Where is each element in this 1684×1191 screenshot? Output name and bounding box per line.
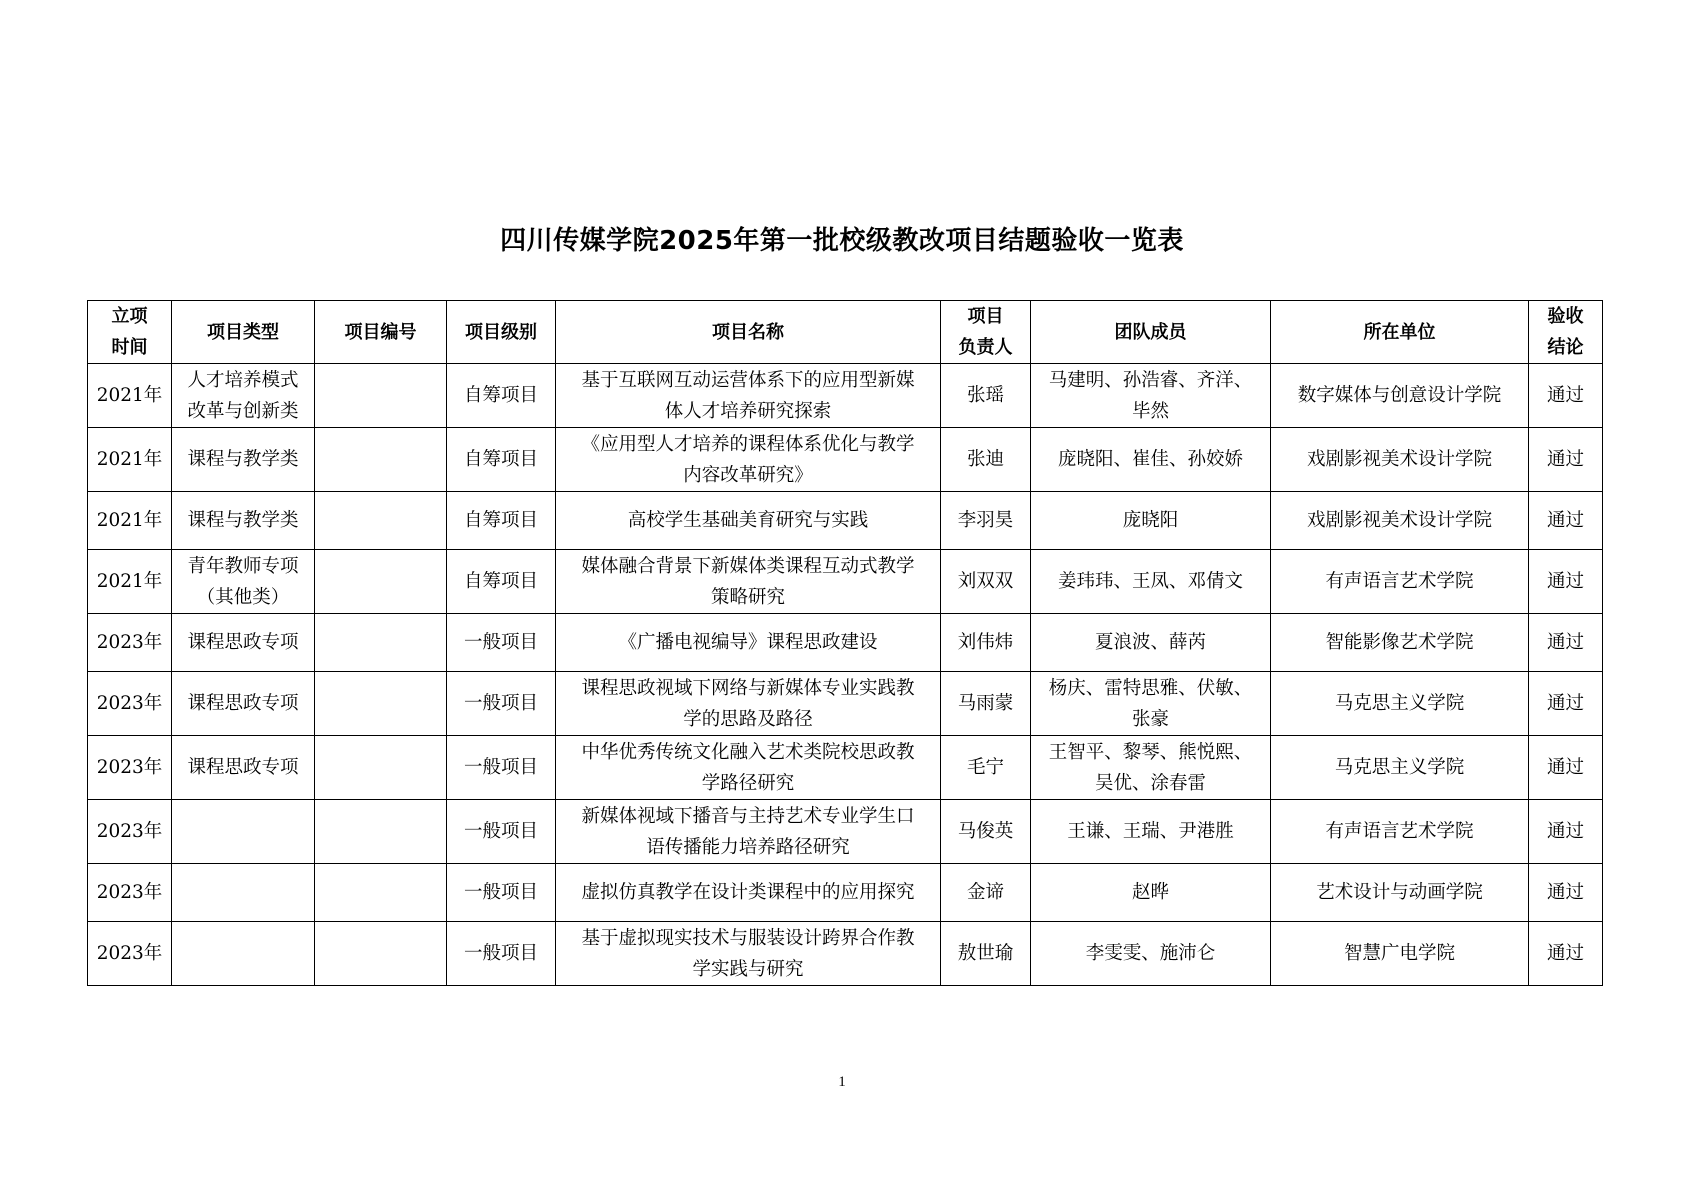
cell-leader: 金谛 <box>941 864 1031 922</box>
cell-number <box>315 922 447 986</box>
cell-type <box>172 864 315 922</box>
table-row <box>88 428 1603 492</box>
cell-leader: 刘双双 <box>941 550 1031 614</box>
cell-name: 新媒体视域下播音与主持艺术专业学生口 语传播能力培养路径研究 <box>556 800 941 864</box>
cell-type: 青年教师专项 （其他类） <box>172 550 315 614</box>
cell-members: 姜玮玮、王凤、邓倩文 <box>1031 550 1271 614</box>
cell-level: 自筹项目 <box>447 364 556 428</box>
cell-number <box>315 736 447 800</box>
cell-name: 高校学生基础美育研究与实践 <box>556 492 941 550</box>
cell-leader: 马雨蒙 <box>941 672 1031 736</box>
cell-number <box>315 672 447 736</box>
cell-unit: 智能影像艺术学院 <box>1271 614 1529 672</box>
cell-type: 课程思政专项 <box>172 672 315 736</box>
cell-time: 2023年 <box>88 614 172 672</box>
cell-leader: 敖世瑜 <box>941 922 1031 986</box>
cell-level: 自筹项目 <box>447 492 556 550</box>
cell-number <box>315 614 447 672</box>
cell-unit: 智慧广电学院 <box>1271 922 1529 986</box>
cell-result: 通过 <box>1529 492 1603 550</box>
table-row <box>88 492 1603 550</box>
cell-number <box>315 492 447 550</box>
cell-name: 基于互联网互动运营体系下的应用型新媒 体人才培养研究探索 <box>556 364 941 428</box>
cell-type: 课程与教学类 <box>172 428 315 492</box>
cell-name: 课程思政视域下网络与新媒体专业实践教 学的思路及路径 <box>556 672 941 736</box>
cell-type: 人才培养模式 改革与创新类 <box>172 364 315 428</box>
cell-members: 王谦、王瑞、尹港胜 <box>1031 800 1271 864</box>
cell-unit: 有声语言艺术学院 <box>1271 550 1529 614</box>
cell-time: 2023年 <box>88 800 172 864</box>
cell-time: 2023年 <box>88 864 172 922</box>
header-name: 项目名称 <box>556 301 941 364</box>
cell-time: 2023年 <box>88 736 172 800</box>
cell-name: 中华优秀传统文化融入艺术类院校思政教 学路径研究 <box>556 736 941 800</box>
table-row <box>88 800 1603 864</box>
cell-time: 2021年 <box>88 492 172 550</box>
cell-leader: 马俊英 <box>941 800 1031 864</box>
table-row <box>88 736 1603 800</box>
cell-name: 《应用型人才培养的课程体系优化与教学 内容改革研究》 <box>556 428 941 492</box>
cell-number <box>315 800 447 864</box>
cell-members: 庞晓阳 <box>1031 492 1271 550</box>
cell-unit: 戏剧影视美术设计学院 <box>1271 492 1529 550</box>
cell-type <box>172 800 315 864</box>
cell-members: 王智平、黎琴、熊悦熙、 吴优、涂春雷 <box>1031 736 1271 800</box>
cell-result: 通过 <box>1529 922 1603 986</box>
cell-members: 杨庆、雷特思雅、伏敏、 张豪 <box>1031 672 1271 736</box>
cell-result: 通过 <box>1529 800 1603 864</box>
cell-level: 自筹项目 <box>447 428 556 492</box>
cell-time: 2023年 <box>88 922 172 986</box>
cell-unit: 数字媒体与创意设计学院 <box>1271 364 1529 428</box>
header-members: 团队成员 <box>1031 301 1271 364</box>
cell-number <box>315 428 447 492</box>
cell-name: 媒体融合背景下新媒体类课程互动式教学 策略研究 <box>556 550 941 614</box>
header-result: 验收 结论 <box>1529 301 1603 364</box>
cell-result: 通过 <box>1529 614 1603 672</box>
cell-members: 庞晓阳、崔佳、孙姣娇 <box>1031 428 1271 492</box>
cell-number <box>315 364 447 428</box>
cell-time: 2023年 <box>88 672 172 736</box>
table-row <box>88 672 1603 736</box>
cell-unit: 艺术设计与动画学院 <box>1271 864 1529 922</box>
cell-members: 马建明、孙浩睿、齐洋、 毕然 <box>1031 364 1271 428</box>
header-level: 项目级别 <box>447 301 556 364</box>
cell-type: 课程思政专项 <box>172 736 315 800</box>
header-row <box>88 301 1603 364</box>
cell-level: 一般项目 <box>447 922 556 986</box>
cell-result: 通过 <box>1529 550 1603 614</box>
cell-number <box>315 864 447 922</box>
cell-members: 李雯雯、施沛仑 <box>1031 922 1271 986</box>
cell-level: 一般项目 <box>447 614 556 672</box>
table-row <box>88 614 1603 672</box>
cell-leader: 毛宁 <box>941 736 1031 800</box>
table-row <box>88 550 1603 614</box>
header-time: 立项 时间 <box>88 301 172 364</box>
cell-result: 通过 <box>1529 364 1603 428</box>
page-number: 1 <box>838 1074 846 1090</box>
cell-time: 2021年 <box>88 364 172 428</box>
cell-unit: 有声语言艺术学院 <box>1271 800 1529 864</box>
cell-time: 2021年 <box>88 428 172 492</box>
cell-level: 一般项目 <box>447 800 556 864</box>
cell-leader: 刘伟炜 <box>941 614 1031 672</box>
cell-unit: 马克思主义学院 <box>1271 736 1529 800</box>
cell-type <box>172 922 315 986</box>
header-type: 项目类型 <box>172 301 315 364</box>
table-row <box>88 922 1603 986</box>
cell-members: 夏浪波、薛芮 <box>1031 614 1271 672</box>
cell-number <box>315 550 447 614</box>
cell-name: 《广播电视编导》课程思政建设 <box>556 614 941 672</box>
page-title: 四川传媒学院2025年第一批校级教改项目结题验收一览表 <box>500 226 1184 256</box>
cell-members: 赵晔 <box>1031 864 1271 922</box>
cell-leader: 张迪 <box>941 428 1031 492</box>
table-row <box>88 364 1603 428</box>
cell-leader: 张瑶 <box>941 364 1031 428</box>
project-table <box>87 300 1603 986</box>
cell-unit: 戏剧影视美术设计学院 <box>1271 428 1529 492</box>
cell-type: 课程与教学类 <box>172 492 315 550</box>
cell-level: 一般项目 <box>447 864 556 922</box>
cell-level: 一般项目 <box>447 672 556 736</box>
cell-result: 通过 <box>1529 736 1603 800</box>
cell-unit: 马克思主义学院 <box>1271 672 1529 736</box>
table-row <box>88 864 1603 922</box>
header-leader: 项目 负责人 <box>941 301 1031 364</box>
table-body <box>88 364 1603 986</box>
cell-result: 通过 <box>1529 428 1603 492</box>
cell-name: 虚拟仿真教学在设计类课程中的应用探究 <box>556 864 941 922</box>
cell-result: 通过 <box>1529 672 1603 736</box>
cell-result: 通过 <box>1529 864 1603 922</box>
cell-type: 课程思政专项 <box>172 614 315 672</box>
cell-time: 2021年 <box>88 550 172 614</box>
cell-leader: 李羽昊 <box>941 492 1031 550</box>
cell-level: 自筹项目 <box>447 550 556 614</box>
header-unit: 所在单位 <box>1271 301 1529 364</box>
header-number: 项目编号 <box>315 301 447 364</box>
cell-level: 一般项目 <box>447 736 556 800</box>
cell-name: 基于虚拟现实技术与服装设计跨界合作教 学实践与研究 <box>556 922 941 986</box>
